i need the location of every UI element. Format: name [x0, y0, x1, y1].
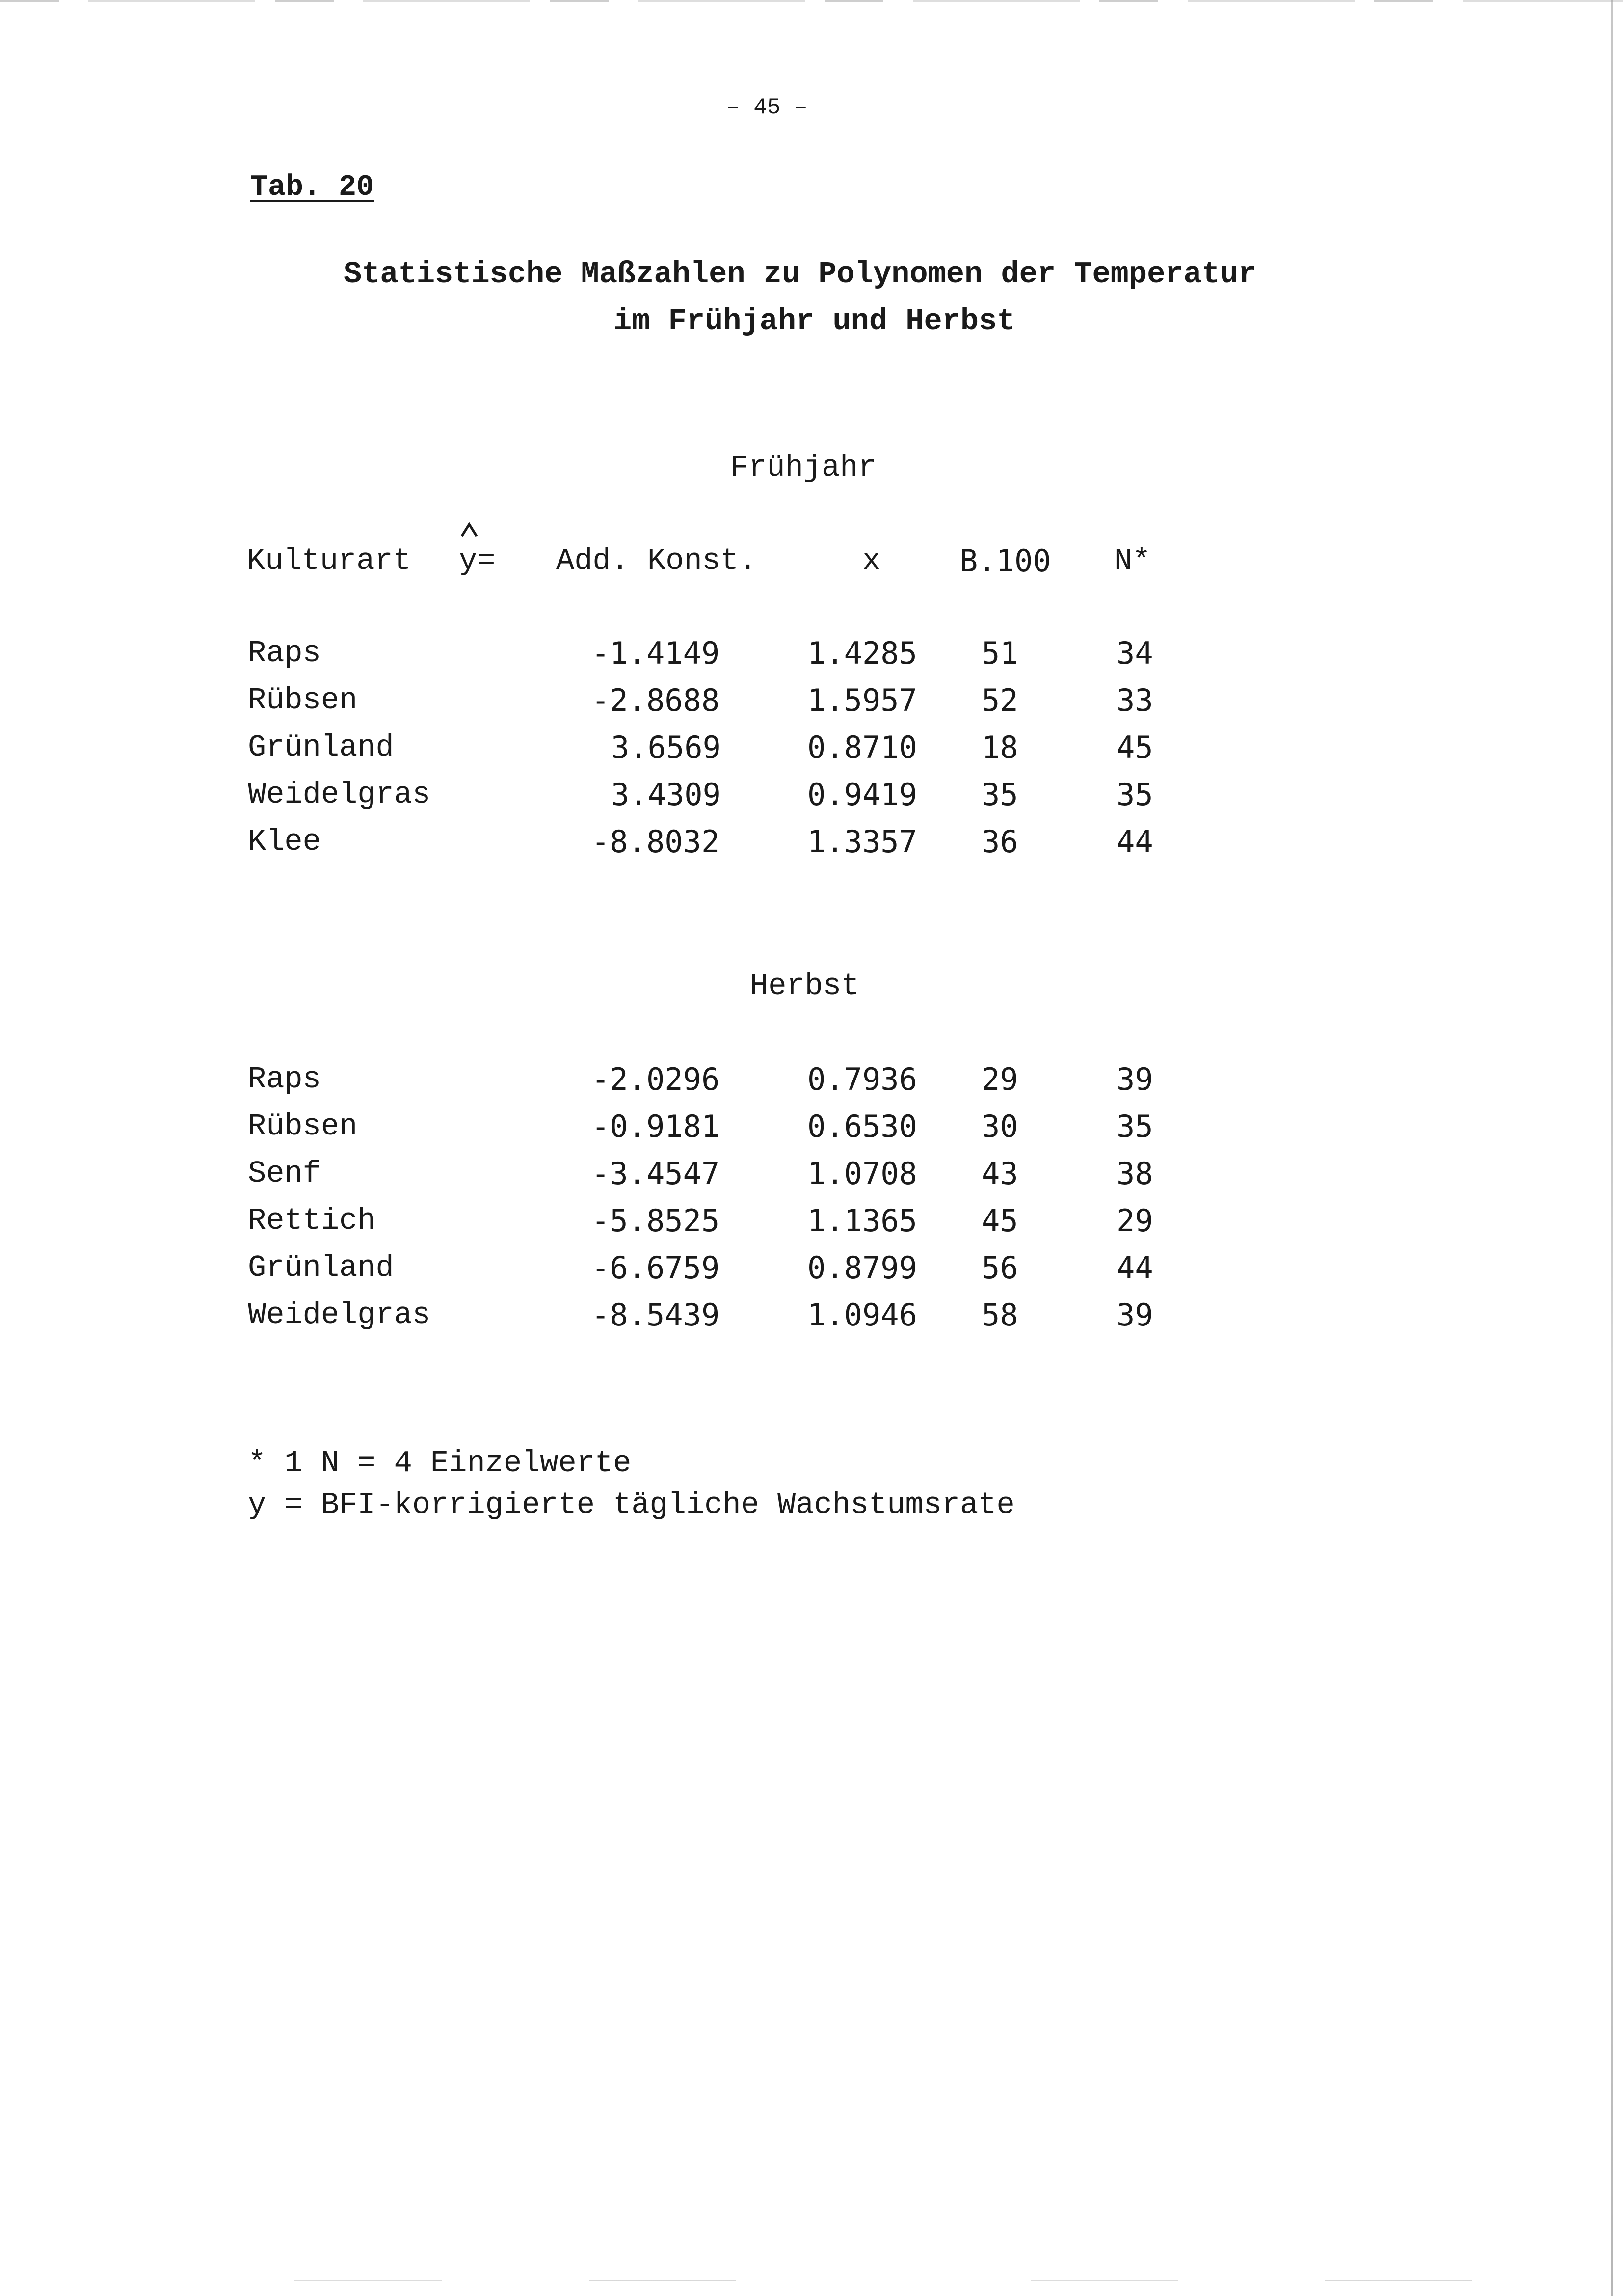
row-x: 1.5957: [807, 682, 917, 718]
row-x: 0.9419: [807, 777, 917, 812]
row-add-konst: -8.5439: [591, 1297, 720, 1333]
scan-edge-bottom: [0, 2280, 1623, 2281]
row-n: 44: [1117, 1250, 1153, 1286]
row-add-konst: -0.9181: [591, 1108, 720, 1144]
section-heading-herbst: Herbst: [750, 969, 860, 1003]
row-n: 35: [1117, 1108, 1153, 1144]
row-n: 39: [1117, 1061, 1153, 1097]
row-n: 38: [1117, 1156, 1153, 1191]
row-add-konst: -6.6759: [591, 1250, 720, 1286]
row-x: 1.3357: [807, 824, 917, 860]
row-n: 44: [1117, 824, 1153, 860]
table-title-line-1: Statistische Maßzahlen zu Polynomen der Temperatur: [344, 257, 1257, 292]
scan-edge-right: [1611, 0, 1613, 2296]
header-n: N*: [1114, 543, 1151, 578]
row-b100: 58: [982, 1297, 1018, 1333]
row-name: Rettich: [248, 1203, 376, 1238]
row-x: 1.4285: [807, 635, 917, 671]
row-add-konst: 3.6569: [611, 729, 721, 765]
row-n: 39: [1117, 1297, 1153, 1333]
row-b100: 35: [982, 777, 1018, 812]
row-add-konst: -3.4547: [591, 1156, 720, 1191]
row-name: Raps: [248, 1062, 321, 1097]
row-add-konst: -8.8032: [591, 824, 720, 860]
header-kulturart: Kulturart: [247, 543, 411, 578]
row-add-konst: -2.8688: [591, 682, 720, 718]
row-add-konst: -5.8525: [591, 1203, 720, 1239]
row-name: Raps: [248, 636, 321, 671]
row-n: 29: [1117, 1203, 1153, 1239]
row-add-konst: -1.4149: [591, 635, 720, 671]
table-label: Tab. 20: [250, 171, 374, 204]
row-x: 1.1365: [807, 1203, 917, 1239]
row-x: 0.7936: [807, 1061, 917, 1097]
row-b100: 51: [982, 635, 1018, 671]
row-n: 33: [1117, 682, 1153, 718]
row-b100: 56: [982, 1250, 1018, 1286]
hat-accent-icon: [460, 522, 478, 537]
row-name: Rübsen: [248, 1109, 358, 1144]
table-title-line-2: im Frühjahr und Herbst: [613, 304, 1015, 339]
row-name: Weidelgras: [248, 1297, 431, 1332]
row-b100: 45: [982, 1203, 1018, 1239]
section-heading-fruehjahr: Frühjahr: [730, 450, 877, 485]
row-x: 0.6530: [807, 1108, 917, 1144]
row-x: 0.8710: [807, 729, 917, 765]
row-x: 0.8799: [807, 1250, 917, 1286]
row-name: Grünland: [248, 730, 394, 765]
row-x: 1.0946: [807, 1297, 917, 1333]
row-name: Weidelgras: [248, 777, 431, 812]
header-y-hat: y=: [459, 543, 496, 578]
row-b100: 52: [982, 682, 1018, 718]
header-b100: B.100: [959, 543, 1051, 579]
row-n: 34: [1117, 635, 1153, 671]
row-b100: 43: [982, 1156, 1018, 1191]
footnote-n-definition: * 1 N = 4 Einzelwerte: [248, 1446, 632, 1481]
row-add-konst: -2.0296: [591, 1061, 720, 1097]
header-add-konst: Add. Konst.: [556, 543, 757, 578]
scan-edge-top: [0, 0, 1623, 2]
row-name: Grünland: [248, 1250, 394, 1285]
row-x: 1.0708: [807, 1156, 917, 1191]
row-b100: 29: [982, 1061, 1018, 1097]
row-add-konst: 3.4309: [611, 777, 721, 812]
page-number: – 45 –: [726, 95, 808, 120]
row-b100: 18: [982, 729, 1018, 765]
row-name: Senf: [248, 1156, 321, 1191]
row-b100: 36: [982, 824, 1018, 860]
row-name: Klee: [248, 824, 321, 859]
row-name: Rübsen: [248, 683, 358, 718]
row-n: 45: [1117, 729, 1153, 765]
footnote-y-definition: y = BFI-korrigierte tägliche Wachstumsrate: [248, 1487, 1015, 1522]
header-x: x: [862, 543, 881, 578]
row-n: 35: [1117, 777, 1153, 812]
row-b100: 30: [982, 1108, 1018, 1144]
